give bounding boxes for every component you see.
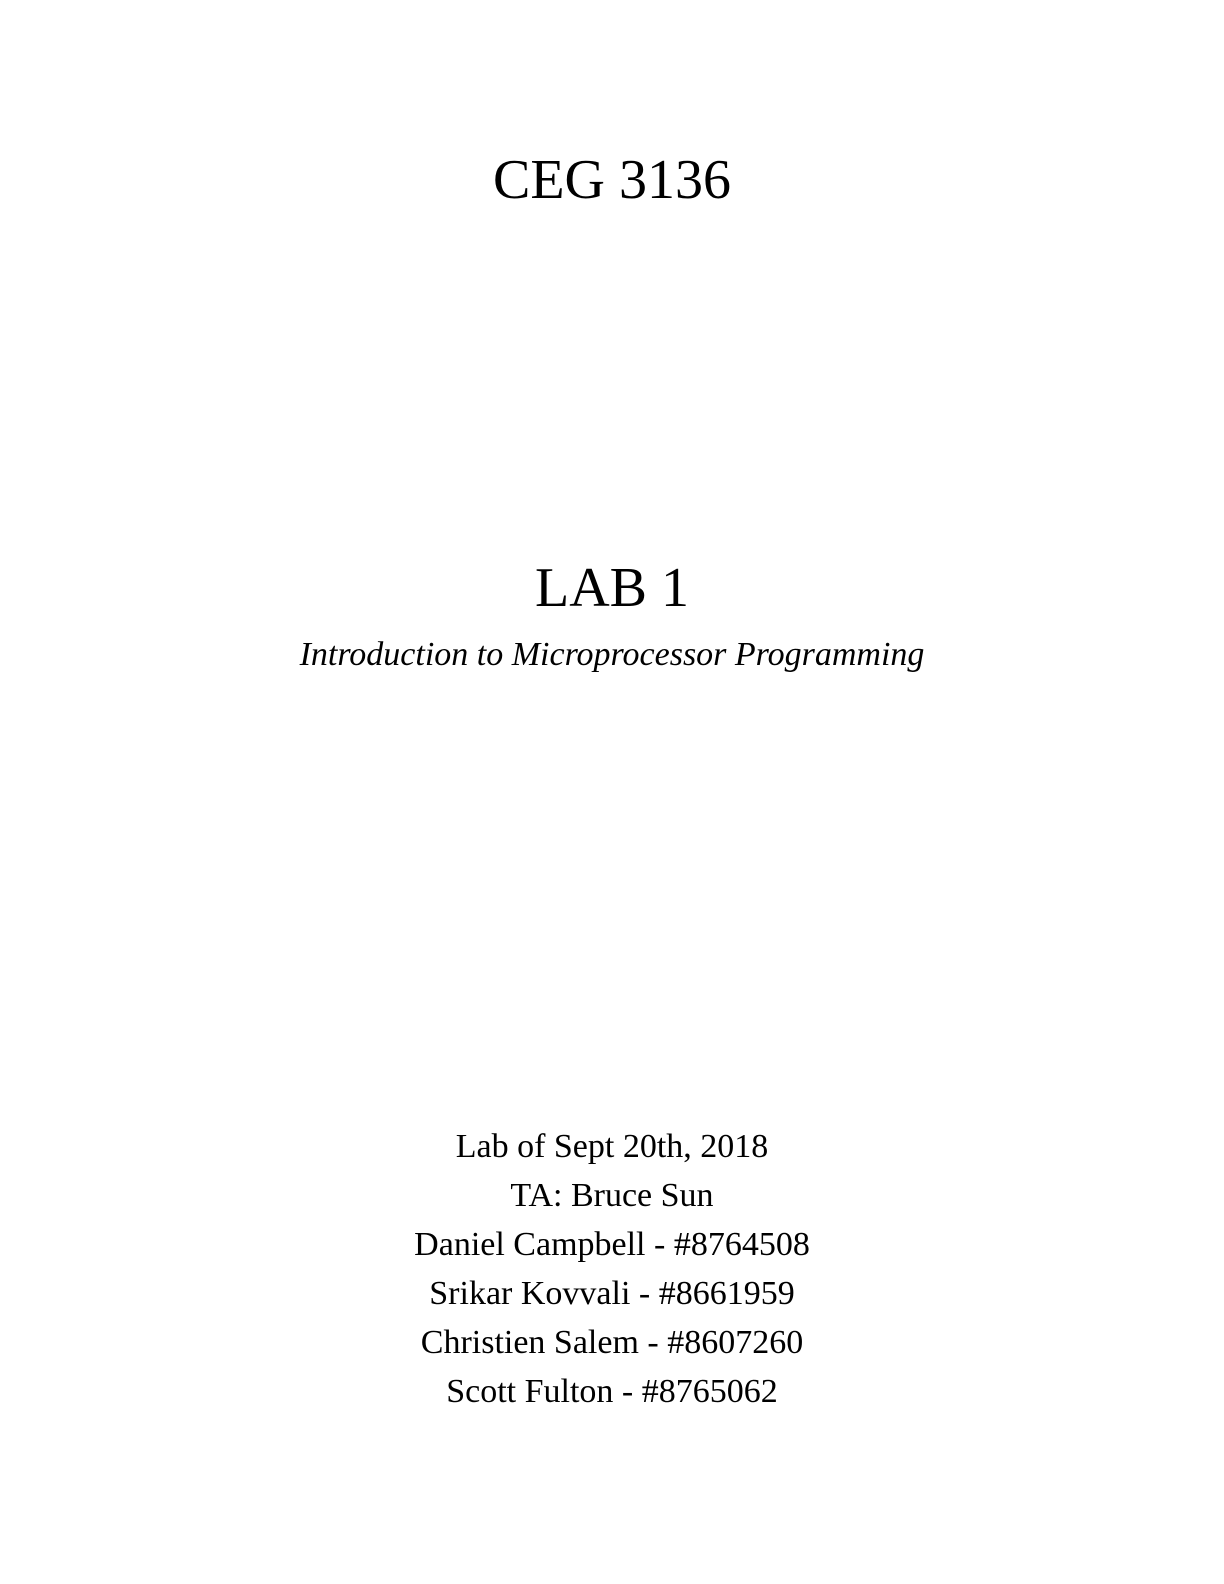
lab-title: LAB 1	[535, 557, 689, 619]
teaching-assistant: TA: Bruce Sun	[510, 1177, 714, 1214]
lab-subtitle: Introduction to Microprocessor Programming	[299, 636, 925, 673]
author-line: Srikar Kovvali - #8661959	[429, 1275, 795, 1312]
author-line: Daniel Campbell - #8764508	[414, 1226, 810, 1263]
author-line: Christien Salem - #8607260	[420, 1324, 804, 1361]
course-code: CEG 3136	[493, 149, 731, 211]
lab-details	[0, 1122, 1224, 1416]
author-line: Scott Fulton - #8765062	[446, 1373, 778, 1410]
lab-date: Lab of Sept 20th, 2018	[455, 1128, 769, 1165]
